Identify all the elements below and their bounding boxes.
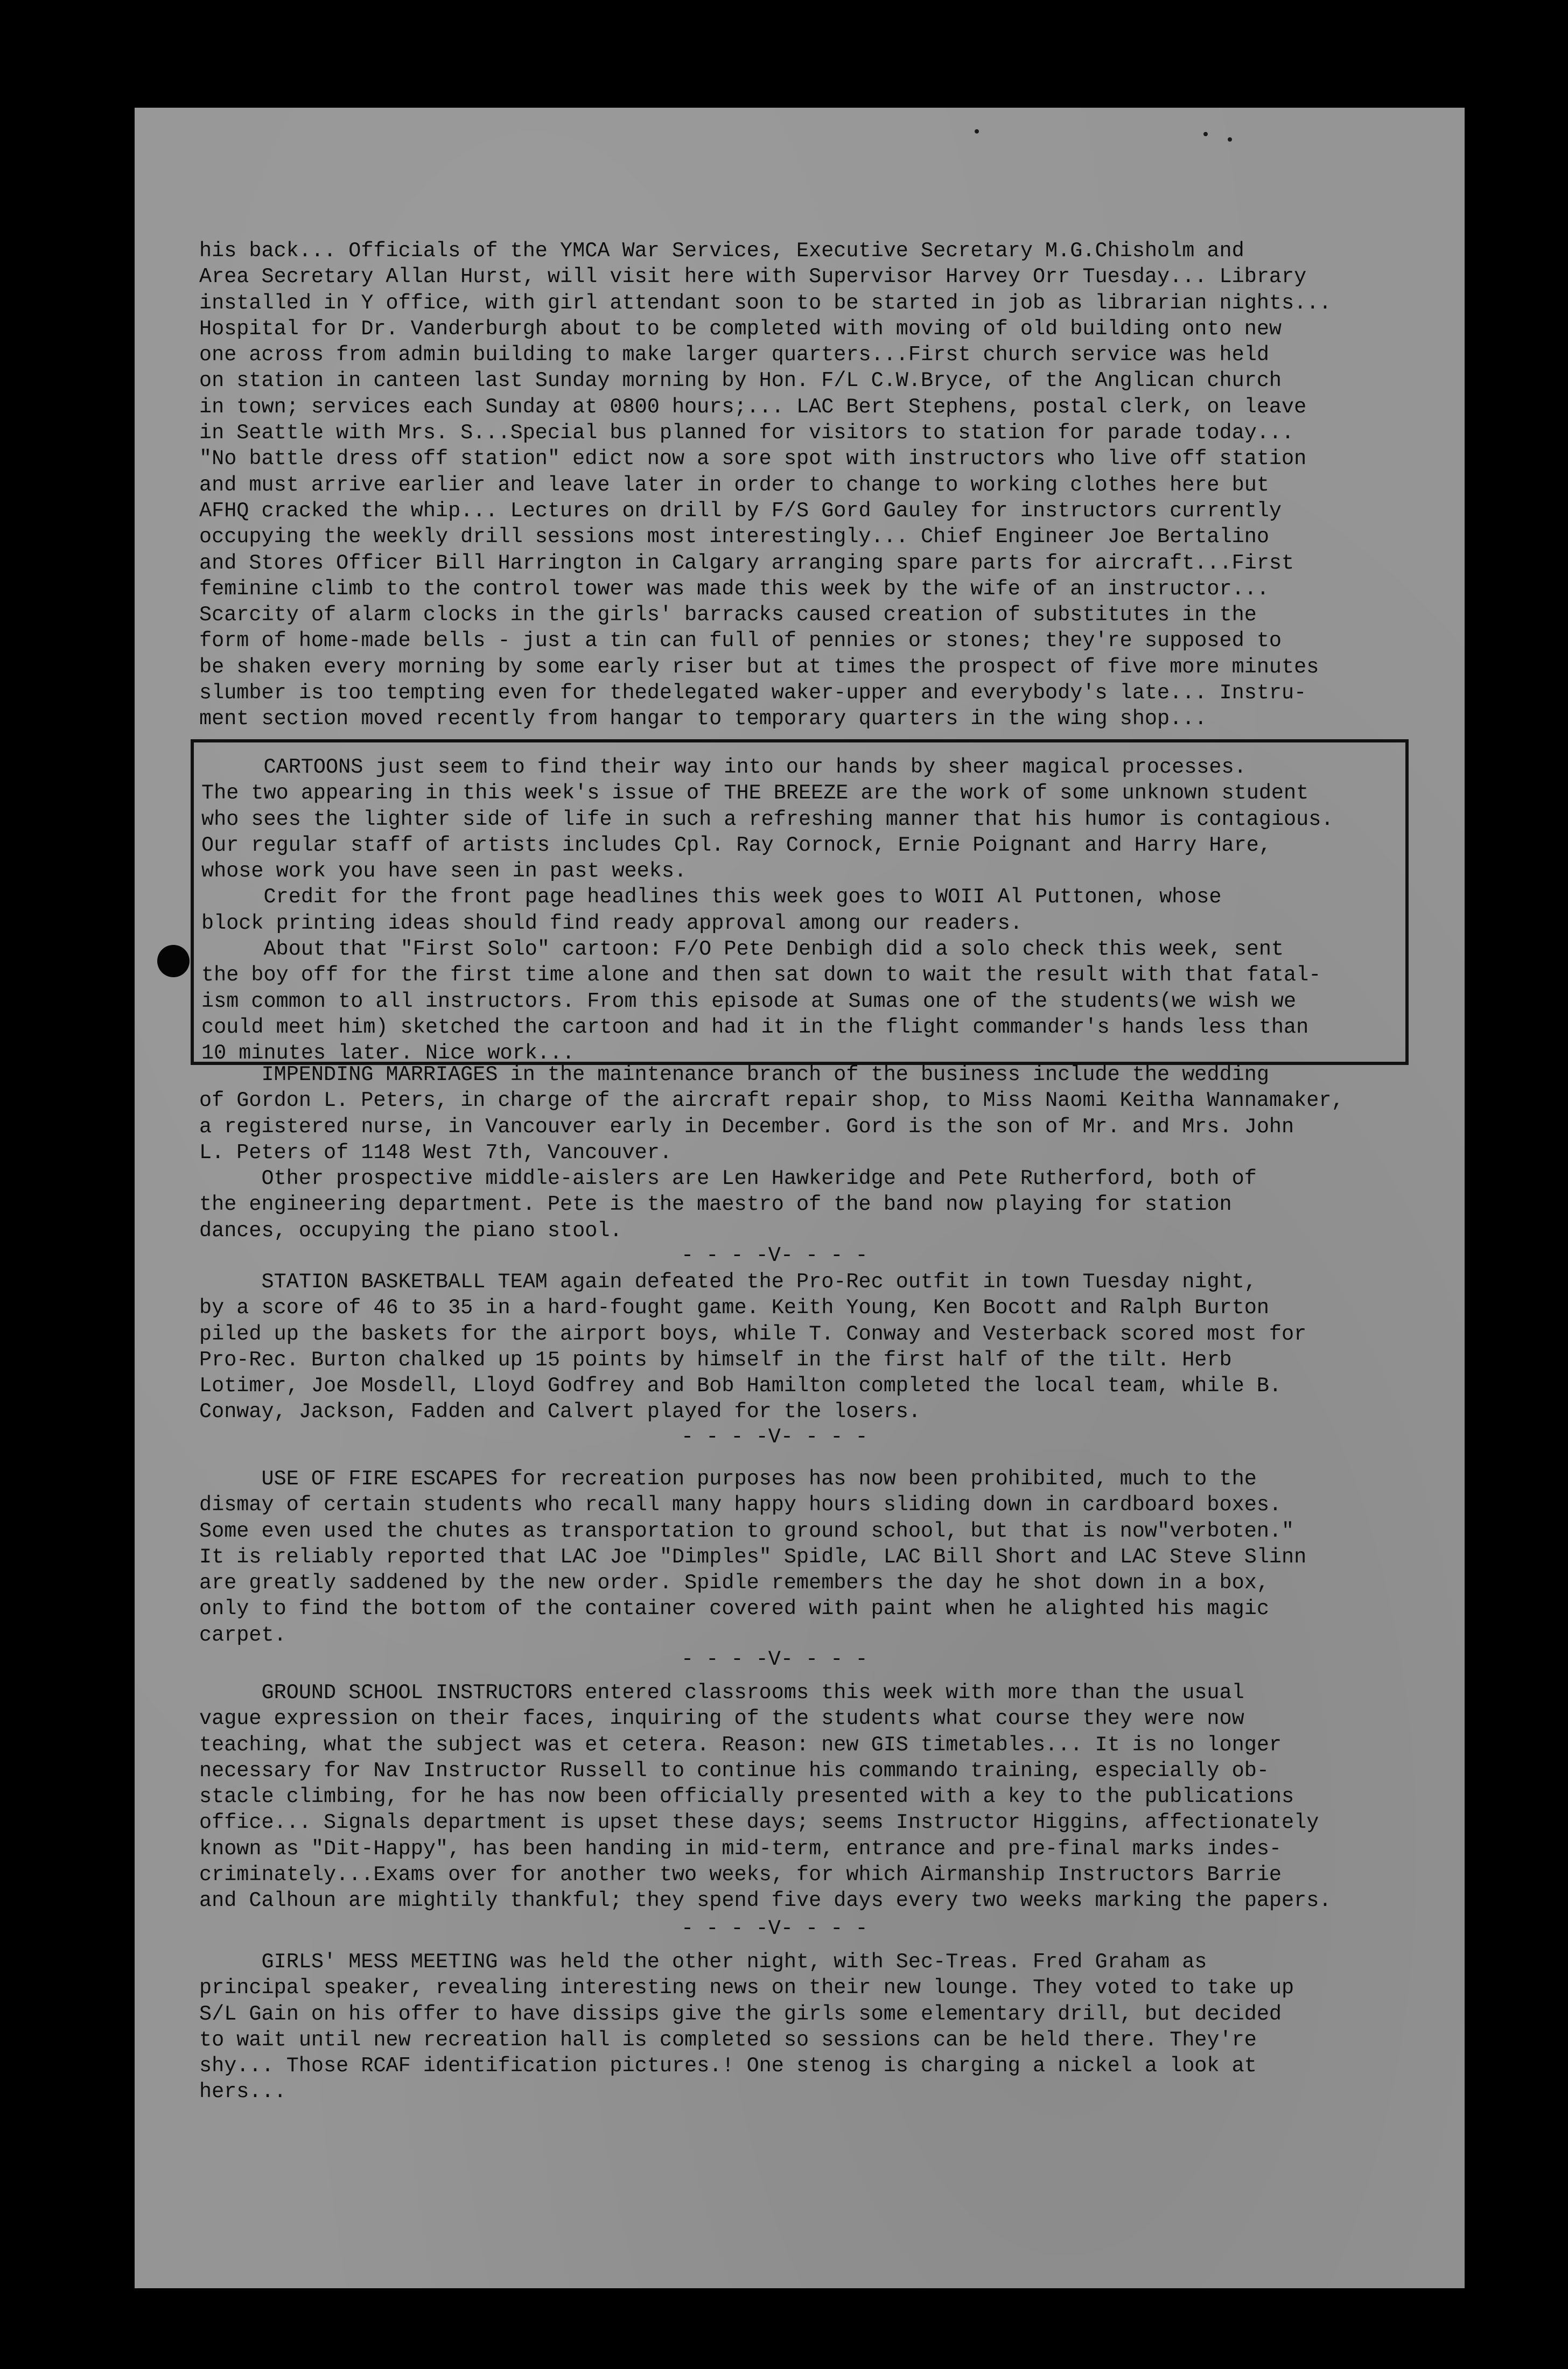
paragraph-fire-escapes: USE OF FIRE ESCAPES for recreation purposes has now been prohibited, much to the dismay of certain students who recall many happy hours sliding down in cardboard boxes. Some even used the chutes as transportation to ground school, but that is now"verboten." It is reliably reported that LAC Joe "Dimples" Spidle, LAC Bill Short and LAC Steve Slinn are greatly saddened by the new order. Spidle remembers the day he shot down in a box, only to find the bottom of the container covered with paint when he alighted his magic carpet. — [199, 1467, 1307, 1647]
separator-v-3: - - - -V- - - - — [681, 1648, 868, 1671]
separator-v-4: - - - -V- - - - — [681, 1917, 868, 1940]
separator-v-2: - - - -V- - - - — [681, 1425, 868, 1449]
ink-speck — [1228, 137, 1232, 142]
paragraph-impending-marriages: IMPENDING MARRIAGES in the maintenance branch of the business include the wedding of Gordon L. Peters, in charge of the aircraft repair shop, to Miss Naomi Keitha Wannamaker, a registered nurse, in Vancouver early in December. Gord is the son of Mr. and Mrs. John L. Peters of 1148 West 7th, Vancouver. Other prospective middle-aislers are Len Hawkeridge and Pete Rutherford, both of the engineering department. Pete is the maestro of the band now playing for station dances, occupying the piano stool. — [199, 1063, 1344, 1243]
document-page — [135, 108, 1465, 2288]
separator-v-1: - - - -V- - - - — [681, 1244, 868, 1267]
paragraph-station-basketball: STATION BASKETBALL TEAM again defeated the Pro-Rec outfit in town Tuesday night, by a score of 46 to 35 in a hard-fought game. Keith Young, Ken Bocott and Ralph Burton piled up the baskets for the airport boys, while T. Conway and Vesterback scored most for Pro-Rec. Burton chalked up 15 points by himself in the first half of the tilt. Herb Lotimer, Joe Mosdell, Lloyd Godfrey and Bob Hamilton completed the local team, while B. Conway, Jackson, Fadden and Calvert played for the losers. — [199, 1270, 1307, 1424]
ink-speck — [1203, 132, 1208, 136]
ink-speck — [975, 129, 979, 134]
paragraph-ground-school: GROUND SCHOOL INSTRUCTORS entered classrooms this week with more than the usual vague expression on their faces, inquiring of the students what course they were now teaching, what the subject was et cetera. Reason: new GIS timetables... It is no longer necessary for Nav Instructor Russell to continue his commando training, especially ob- stacle climbing, for he has now been officially presented with a key to the publications office... Signals department is upset these days; seems Instructor Higgins, affectionately known as "Dit-Happy", has been handing in mid-term, entrance and pre-final marks indes- criminately...Exams over for another two weeks, for which Airmanship Instructors Barrie and Calhoun are mightily thankful; they spend five days every two weeks marking the papers. — [199, 1681, 1332, 1913]
paragraph-news-briefs: his back... Officials of the YMCA War Services, Executive Secretary M.G.Chisholm and Area Secretary Allan Hurst, will visit here with Supervisor Harvey Orr Tuesday... Library installed in Y office, with girl attendant soon to be started in job as librarian nights... Hospital for Dr. Vanderburgh about to be completed with moving of old building onto new one across from admin building to make larger quarters...First church service was held on station in canteen last Sunday morning by Hon. F/L C.W.Bryce, of the Anglican church in town; services each Sunday at 0800 hours;... LAC Bert Stephens, postal clerk, on leave in Seattle with Mrs. S...Special bus planned for visitors to station for parade today... "No battle dress off station" edict now a sore spot with instructors who live off station and must arrive earlier and leave later in order to change to working clothes here but AFHQ cracked the whip... Lectures on drill by F/S Gord Gauley for instructors currently occupying the weekly drill sessions most interestingly... Chief Engineer Joe Bertalino and Stores Officer Bill Harrington in Calgary arranging spare parts for aircraft...First feminine climb to the control tower was made this week by the wife of an instructor... Scarcity of alarm clocks in the girls' barracks caused creation of substitutes in the form of home-made bells - just a tin can full of pennies or stones; they're supposed to be shaken every morning by some early riser but at times the prospect of five more minutes slumber is too tempting even for thedelegated waker-upper and everybody's late... Instru- ment section moved recently from hangar to temporary quarters in the wing shop... — [199, 239, 1332, 731]
paragraph-cartoons: CARTOONS just seem to find their way into our hands by sheer magical processes. The two appearing in this week's issue of THE BREEZE are the work of some unknown student who sees the lighter side of life in such a refreshing manner that his humor is contagious. Our regular staff of artists includes Cpl. Ray Cornock, Ernie Poignant and Harry Hare, whose work you have seen in past weeks. Credit for the front page headlines this week goes to WOII Al Puttonen, whose block printing ideas should find ready approval among our readers. About that "First Solo" cartoon: F/O Pete Denbigh did a solo check this week, sent the boy off for the first time alone and then sat down to wait the result with that fatal- ism common to all instructors. From this episode at Sumas one of the students(we wish we could meet him) sketched the cartoon and had it in the flight commander's hands less than 10 minutes later. Nice work... — [201, 755, 1334, 1066]
paragraph-girls-mess-meeting: GIRLS' MESS MEETING was held the other night, with Sec-Treas. Fred Graham as principal speaker, revealing interesting news on their new lounge. They voted to take up S/L Gain on his offer to have dissips give the girls some elementary drill, but decided to wait until new recreation hall is completed so sessions can be held there. They're shy... Those RCAF identification pictures.! One stenog is charging a nickel a look at hers... — [199, 1950, 1294, 2104]
punch-hole-mark — [157, 945, 190, 977]
cartoons-note-box — [191, 739, 1409, 1065]
